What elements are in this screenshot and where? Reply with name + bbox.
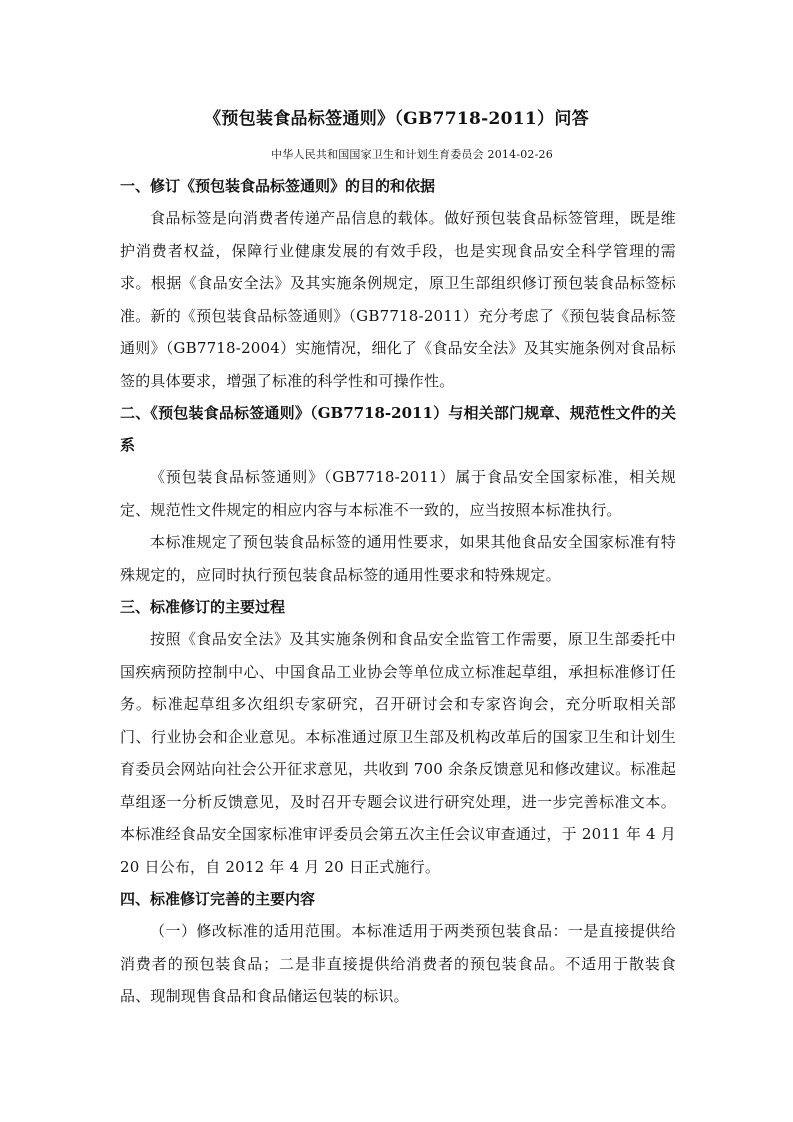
section-heading: 三、标准修订的主要过程 bbox=[120, 598, 286, 616]
document-body bbox=[120, 170, 676, 1013]
document-title: 《预包装食品标签通则》（GB7718-2011）问答 bbox=[204, 109, 589, 129]
section-heading: 一、修订《预包装食品标签通则》的目的和依据 bbox=[120, 177, 436, 195]
paragraph: （一）修改标准的适用范围。本标准适用于两类预包装食品：一是直接提供给消费者的预包装食品；二是非直接提供给消费者的预包装食品。不适用于散装食品、现制现售食品和食品储运包装的标识。 bbox=[120, 922, 676, 1005]
section-relationship bbox=[120, 397, 676, 591]
document-source-date: 中华人民共和国国家卫生和计划生育委员会 2014-02-26 bbox=[271, 148, 553, 161]
paragraph: 食品标签是向消费者传递产品信息的载体。做好预包装食品标签管理，既是维护消费者权益，保障行业健康发展的有效手段，也是实现食品安全科学管理的需求。根据《食品安全法》及其实施条例规定，原卫生部组织修订预包装食品标签标准。新的《预包装食品标签通则》（GB7718-2011）充分考虑了《预包装食品标签通则》（GB7718-2004）实施情况，细化了《食品安全法》及其实施条例对食品标签的具体要求，增强了标准的科学性和可操作性。 bbox=[120, 209, 676, 390]
section-main-content bbox=[120, 883, 676, 1013]
paragraph: 《预包装食品标签通则》（GB7718-2011）属于食品安全国家标准，相关规定、规范性文件规定的相应内容与本标准不一致的，应当按照本标准执行。 bbox=[120, 468, 676, 519]
section-revision-process bbox=[120, 591, 676, 883]
section-heading: 二、《预包装食品标签通则》（GB7718-2011）与相关部门规章、规范性文件的关系 bbox=[120, 404, 676, 454]
section-heading: 四、标准修订完善的主要内容 bbox=[120, 890, 316, 908]
paragraph: 按照《食品安全法》及其实施条例和食品安全监管工作需要，原卫生部委托中国疾病预防控制中心、中国食品工业协会等单位成立标准起草组，承担标准修订任务。标准起草组多次组织专家研究，召开研讨会和专家咨询会，充分听取相关部门、行业协会和企业意见。本标准通过原卫生部及机构改革后的国家卫生和计划生育委员会网站向社会公开征求意见，共收到 700 余条反馈意见和修改建议。标准起草组逐一分析反馈意见，及时召开专题会议进行研究处理，进一步完善标准文本。本标准经食品安全国家标准审评委员会第五次主任会议审查通过，于 2011 年 4 月 20 日公布，自 2012 年 4 月 20 日正式施行。 bbox=[120, 630, 676, 876]
section-purpose bbox=[120, 170, 676, 397]
paragraph: 本标准规定了预包装食品标签的通用性要求，如果其他食品安全国家标准有特殊规定的，应同时执行预包装食品标签的通用性要求和特殊规定。 bbox=[120, 533, 676, 584]
